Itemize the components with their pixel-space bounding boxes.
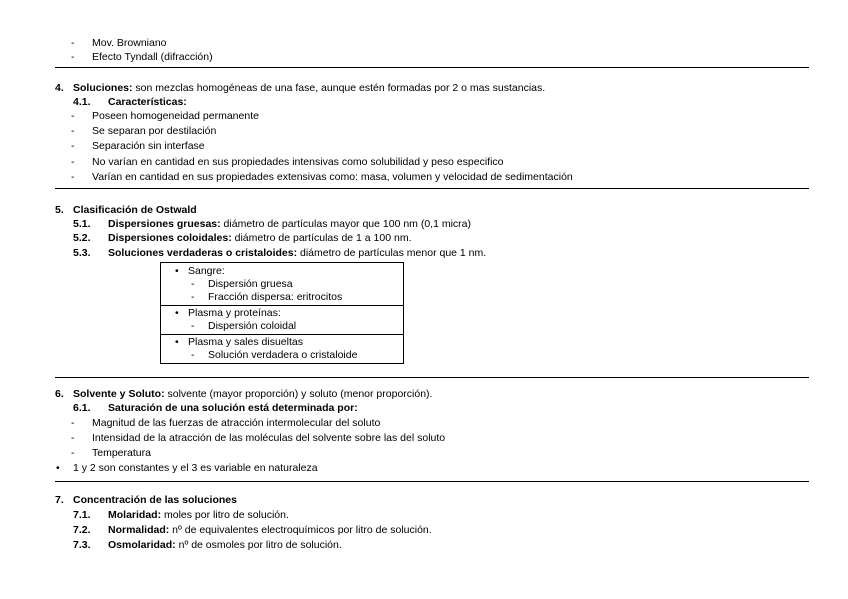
section-title: Clasificación de Ostwald: [73, 204, 197, 216]
section-title: Soluciones:: [73, 82, 133, 94]
section-divider: [55, 481, 809, 482]
section-divider: [55, 67, 809, 68]
section-title: Concentración de las soluciones: [73, 494, 237, 506]
section-divider: [55, 188, 809, 189]
table-row: • Plasma y proteínas: - Dispersión coloidal: [161, 306, 403, 335]
examples-table: [160, 262, 404, 364]
table-row: • Sangre: - Dispersión gruesa - Fracción dispersa: eritrocitos: [161, 263, 403, 306]
table-row: • Plasma y sales disueltas - Solución verdadera o cristaloide: [161, 335, 403, 364]
section-divider: [55, 377, 809, 378]
document-page: - Mov. Browniano - Efecto Tyndall (difracción) 4. Soluciones: son mezclas homogéneas de una fase, aunque estén formadas por 2 o mas sustancias. 4.1. Características: - Poseen homogeneidad permanente - Se separan por destilación - Separación sin interfase - No varían en cantidad en sus propiedades intensivas como solubilidad y peso especifico - Varían en cantidad en sus propiedades extensivas como: masa, volumen y velocidad de sedimentación 5. Clasificación de Ostwald 5.1. Dispersiones gruesas: diámetro de partículas mayor que 100 nm (0,1 micra) 5.2. Dispersiones coloidales: diámetro de partículas de 1 a 100 nm. 5.3. Soluciones verdaderas o cristaloides: diámetro de partículas menor que 1 nm. • Sangre: - Dispersión gruesa - Fracción dispersa: eritrocitos • Plasma y proteínas: - Dispersión coloidal • Plasma y sales disueltas - Solución verdadera o cristaloide 6. Solvente y Soluto: solvente (mayor proporción) y soluto (menor proporción). 6.1. Saturación de una solución está determinada por: - Magnitud de las fuerzas de atracción intermolecular del soluto - Intensidad de la atracción de las moléculas del solvente sobre las del soluto - Temperatura • 1 y 2 son constantes y el 3 es variable en naturaleza 7. Concentración de las soluciones 7.1. Molaridad: moles por litro de solución. 7.2. Normalidad: nº de equivalentes electroquímicos por litro de solución. 7.3. Osmolaridad: nº de osmoles por litro de solución.: [0, 0, 848, 599]
section-title: Solvente y Soluto:: [73, 388, 165, 400]
